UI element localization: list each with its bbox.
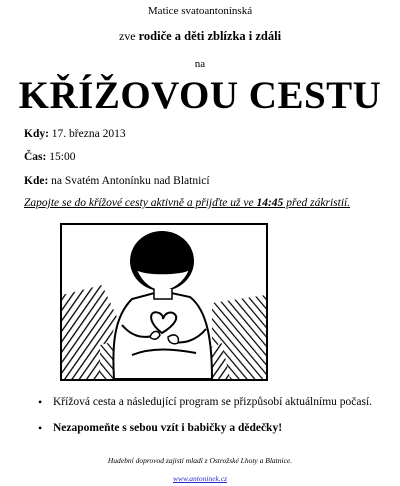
website-link[interactable]: www.antoninek.cz (172, 474, 228, 483)
date-label: Kdy: (24, 128, 49, 140)
time-value: 15:00 (46, 151, 76, 163)
organizer: Matice svatoantonínská (147, 5, 253, 17)
bullet-marker: • (38, 395, 43, 409)
place-label: Kde: (24, 175, 49, 187)
child-heart-illustration (60, 223, 268, 381)
call-time: 14:45 (256, 197, 284, 209)
call-text-start: Zapojte se do křížové cesty aktivně a přijďte už ve (24, 197, 257, 209)
date-line (24, 128, 126, 140)
music-credit: Hudební doprovod zajistí mladí z Ostrožské Lhoty a Blatnice. (107, 456, 293, 465)
page-title: KŘÍŽOVOU CESTU (18, 74, 382, 117)
call-text-end: před zákristií. (283, 197, 351, 209)
list-item (38, 394, 378, 411)
invitation-line (0, 29, 400, 44)
time-label: Čas: (24, 151, 47, 163)
illustration-drawing (62, 225, 266, 379)
bullet-marker: • (38, 421, 43, 435)
invitation-prefix: zve (118, 29, 139, 43)
place-value: na Svatém Antonínku nad Blatnicí (48, 175, 210, 187)
notes-list (38, 394, 378, 437)
time-line (24, 151, 75, 163)
invitation-audience: rodiče a děti zblízka i zdáli (138, 29, 282, 43)
call-to-action (24, 197, 350, 209)
weather-note: Křížová cesta a následující program se přizpůsobí aktuálnímu počasí. (53, 396, 373, 408)
na-connector: na (194, 58, 206, 70)
date-value: 17. března 2013 (48, 128, 126, 140)
list-item (38, 420, 378, 437)
grandparents-note: Nezapomeňte s sebou vzít i babičky a dědečky! (53, 422, 283, 434)
place-line (24, 175, 210, 187)
